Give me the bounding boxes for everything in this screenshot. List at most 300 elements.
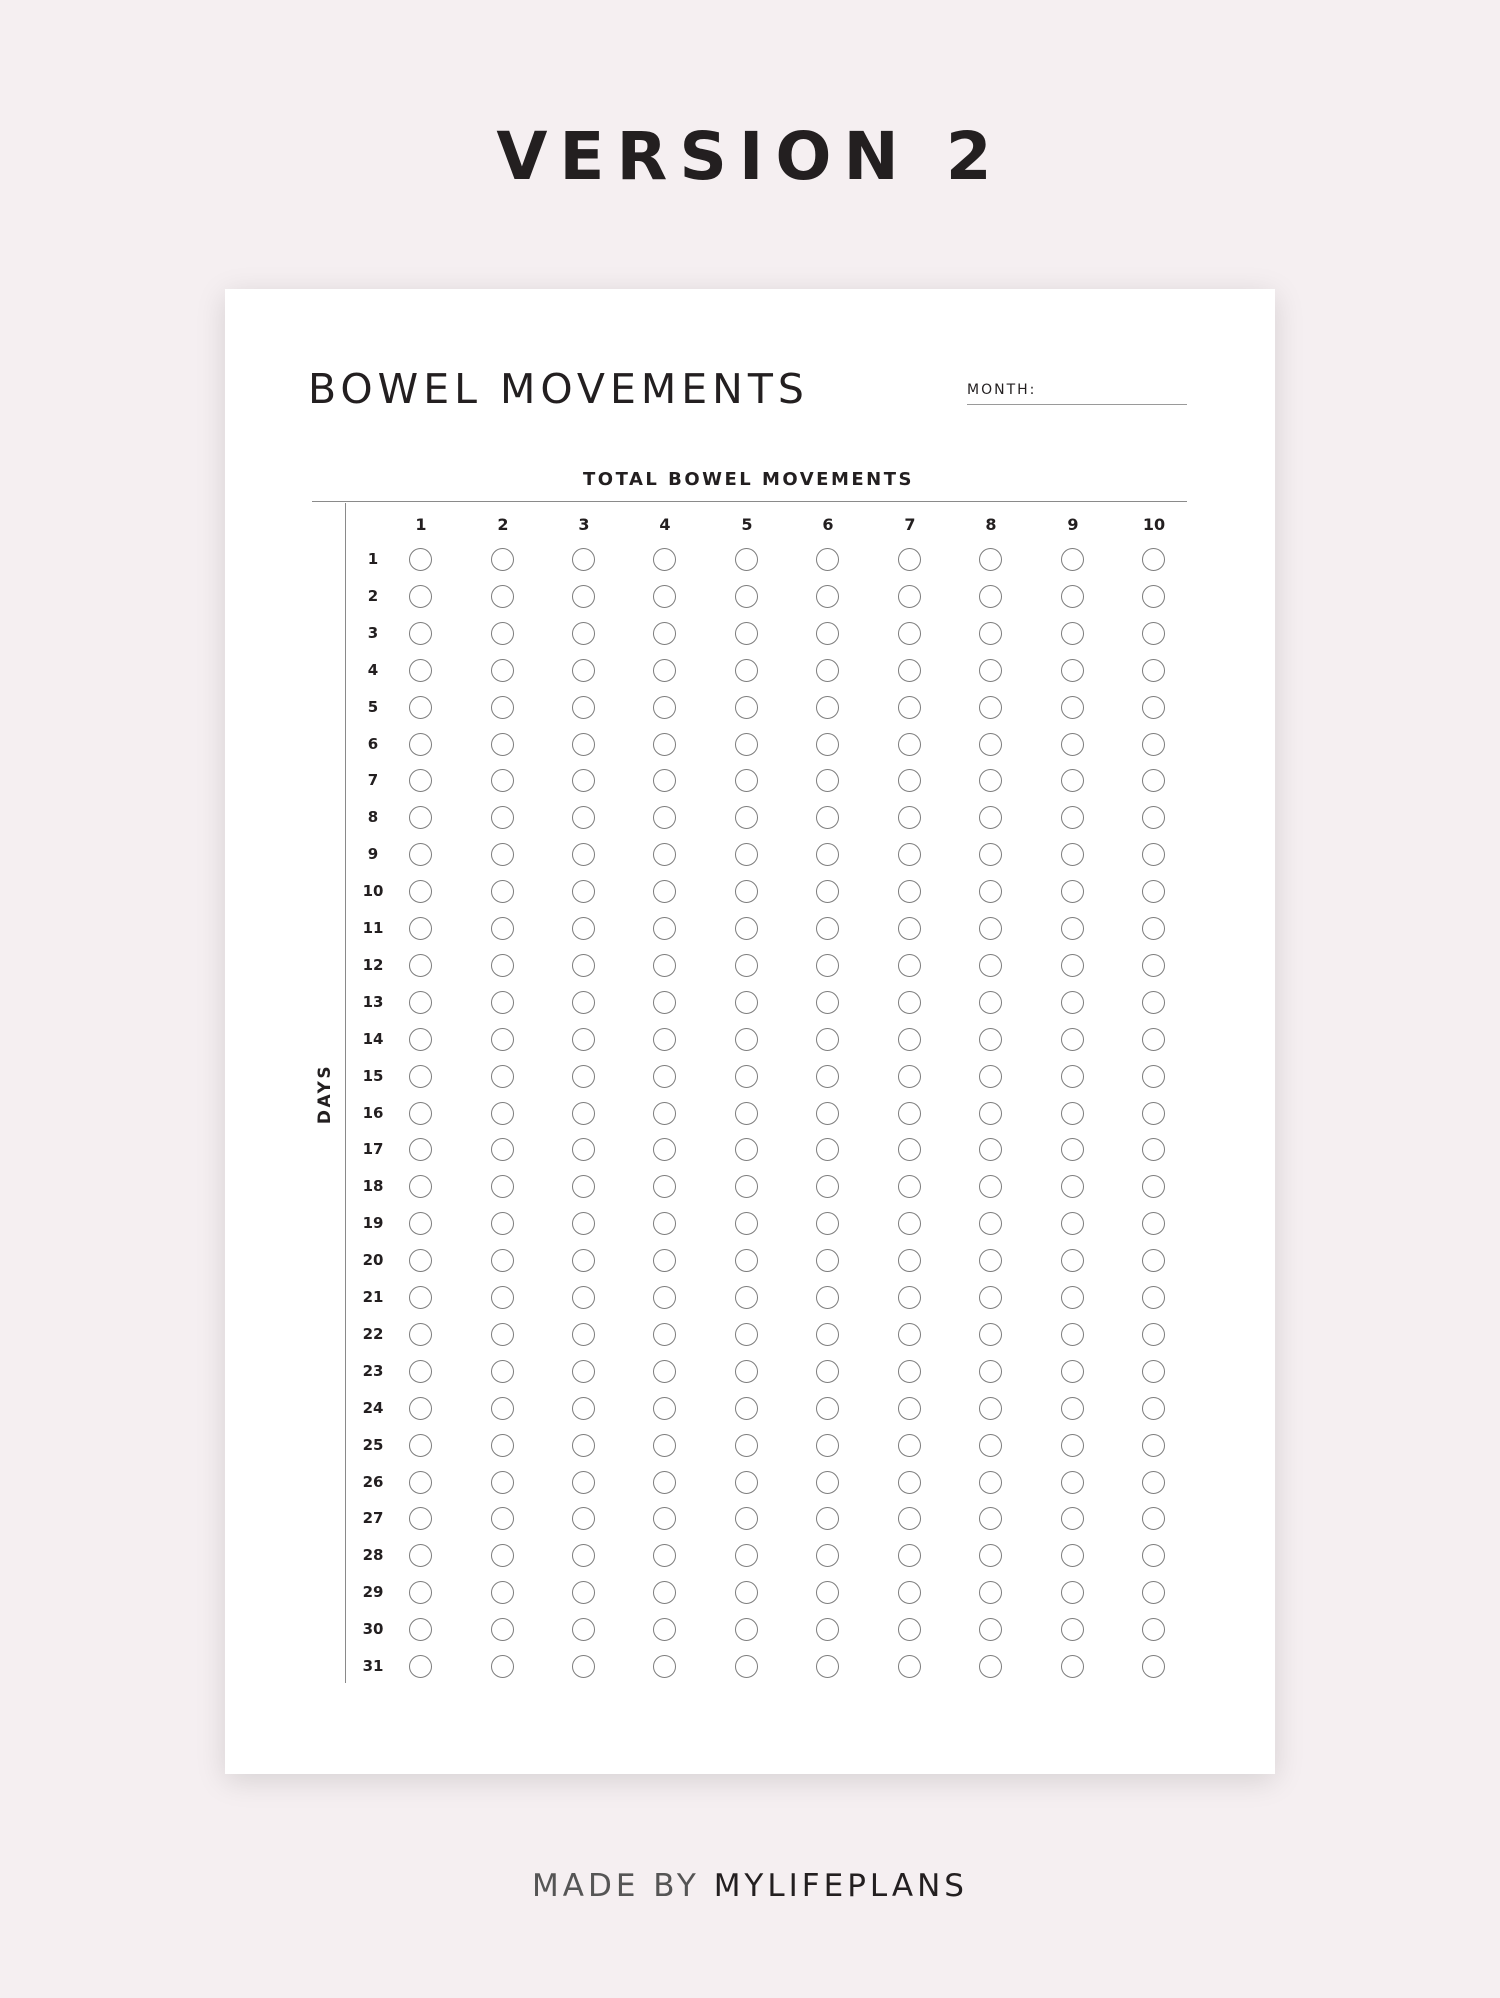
tracker-bubble[interactable] (1142, 1360, 1165, 1383)
tracker-bubble[interactable] (979, 1434, 1002, 1457)
tracker-bubble[interactable] (979, 585, 1002, 608)
tracker-bubble[interactable] (409, 1138, 432, 1161)
tracker-bubble[interactable] (979, 1249, 1002, 1272)
tracker-bubble[interactable] (491, 1102, 514, 1125)
tracker-bubble[interactable] (491, 1175, 514, 1198)
tracker-bubble[interactable] (491, 880, 514, 903)
tracker-bubble[interactable] (491, 1507, 514, 1530)
tracker-bubble[interactable] (1061, 954, 1084, 977)
tracker-bubble[interactable] (409, 917, 432, 940)
tracker-bubble[interactable] (735, 1249, 758, 1272)
tracker-bubble[interactable] (572, 917, 595, 940)
tracker-bubble[interactable] (979, 733, 1002, 756)
tracker-bubble[interactable] (1142, 1397, 1165, 1420)
tracker-bubble[interactable] (491, 659, 514, 682)
tracker-bubble[interactable] (1142, 733, 1165, 756)
tracker-bubble[interactable] (1061, 1323, 1084, 1346)
tracker-bubble[interactable] (1061, 1212, 1084, 1235)
tracker-bubble[interactable] (1142, 585, 1165, 608)
tracker-bubble[interactable] (572, 1028, 595, 1051)
tracker-bubble[interactable] (572, 696, 595, 719)
tracker-bubble[interactable] (898, 1286, 921, 1309)
tracker-bubble[interactable] (491, 806, 514, 829)
tracker-bubble[interactable] (491, 1028, 514, 1051)
tracker-bubble[interactable] (653, 622, 676, 645)
tracker-bubble[interactable] (572, 1065, 595, 1088)
tracker-bubble[interactable] (572, 806, 595, 829)
tracker-bubble[interactable] (735, 1655, 758, 1678)
tracker-bubble[interactable] (735, 1360, 758, 1383)
tracker-bubble[interactable] (409, 1618, 432, 1641)
tracker-bubble[interactable] (898, 843, 921, 866)
tracker-bubble[interactable] (653, 843, 676, 866)
tracker-bubble[interactable] (979, 1544, 1002, 1567)
tracker-bubble[interactable] (491, 548, 514, 571)
tracker-bubble[interactable] (898, 1323, 921, 1346)
tracker-bubble[interactable] (898, 1102, 921, 1125)
tracker-bubble[interactable] (735, 1618, 758, 1641)
tracker-bubble[interactable] (816, 880, 839, 903)
tracker-bubble[interactable] (979, 1102, 1002, 1125)
tracker-bubble[interactable] (1142, 1212, 1165, 1235)
tracker-bubble[interactable] (816, 1655, 839, 1678)
tracker-bubble[interactable] (491, 843, 514, 866)
tracker-bubble[interactable] (1142, 1028, 1165, 1051)
tracker-bubble[interactable] (1061, 1471, 1084, 1494)
tracker-bubble[interactable] (653, 1212, 676, 1235)
tracker-bubble[interactable] (979, 1360, 1002, 1383)
tracker-bubble[interactable] (979, 548, 1002, 571)
tracker-bubble[interactable] (653, 548, 676, 571)
tracker-bubble[interactable] (816, 622, 839, 645)
tracker-bubble[interactable] (979, 1065, 1002, 1088)
tracker-bubble[interactable] (1061, 843, 1084, 866)
tracker-bubble[interactable] (1142, 548, 1165, 571)
tracker-bubble[interactable] (898, 1028, 921, 1051)
tracker-bubble[interactable] (735, 585, 758, 608)
tracker-bubble[interactable] (572, 1138, 595, 1161)
tracker-bubble[interactable] (1061, 991, 1084, 1014)
tracker-bubble[interactable] (816, 733, 839, 756)
tracker-bubble[interactable] (816, 843, 839, 866)
tracker-bubble[interactable] (653, 1360, 676, 1383)
tracker-bubble[interactable] (1061, 622, 1084, 645)
tracker-bubble[interactable] (491, 991, 514, 1014)
tracker-bubble[interactable] (816, 1138, 839, 1161)
tracker-bubble[interactable] (735, 1544, 758, 1567)
tracker-bubble[interactable] (409, 659, 432, 682)
tracker-bubble[interactable] (816, 1397, 839, 1420)
tracker-bubble[interactable] (979, 1175, 1002, 1198)
tracker-bubble[interactable] (898, 1618, 921, 1641)
tracker-bubble[interactable] (979, 1286, 1002, 1309)
tracker-bubble[interactable] (572, 1286, 595, 1309)
tracker-bubble[interactable] (1061, 1618, 1084, 1641)
tracker-bubble[interactable] (409, 1065, 432, 1088)
tracker-bubble[interactable] (653, 991, 676, 1014)
tracker-bubble[interactable] (735, 1581, 758, 1604)
tracker-bubble[interactable] (653, 806, 676, 829)
tracker-bubble[interactable] (653, 1249, 676, 1272)
tracker-bubble[interactable] (735, 1175, 758, 1198)
tracker-bubble[interactable] (735, 548, 758, 571)
tracker-bubble[interactable] (572, 585, 595, 608)
tracker-bubble[interactable] (1061, 1434, 1084, 1457)
tracker-bubble[interactable] (409, 1434, 432, 1457)
tracker-bubble[interactable] (572, 1655, 595, 1678)
tracker-bubble[interactable] (735, 843, 758, 866)
tracker-bubble[interactable] (572, 1397, 595, 1420)
tracker-bubble[interactable] (491, 1397, 514, 1420)
tracker-bubble[interactable] (898, 954, 921, 977)
tracker-bubble[interactable] (898, 1434, 921, 1457)
tracker-bubble[interactable] (409, 769, 432, 792)
tracker-bubble[interactable] (1061, 1028, 1084, 1051)
tracker-bubble[interactable] (735, 917, 758, 940)
tracker-bubble[interactable] (653, 1581, 676, 1604)
tracker-bubble[interactable] (1061, 548, 1084, 571)
tracker-bubble[interactable] (816, 1507, 839, 1530)
tracker-bubble[interactable] (491, 1581, 514, 1604)
tracker-bubble[interactable] (572, 954, 595, 977)
tracker-bubble[interactable] (735, 1102, 758, 1125)
tracker-bubble[interactable] (898, 769, 921, 792)
tracker-bubble[interactable] (653, 1507, 676, 1530)
tracker-bubble[interactable] (979, 1471, 1002, 1494)
tracker-bubble[interactable] (898, 1065, 921, 1088)
tracker-bubble[interactable] (898, 733, 921, 756)
tracker-bubble[interactable] (491, 1471, 514, 1494)
tracker-bubble[interactable] (898, 585, 921, 608)
tracker-bubble[interactable] (1142, 1065, 1165, 1088)
tracker-bubble[interactable] (653, 1286, 676, 1309)
tracker-bubble[interactable] (898, 1581, 921, 1604)
tracker-bubble[interactable] (1142, 1471, 1165, 1494)
tracker-bubble[interactable] (816, 769, 839, 792)
tracker-bubble[interactable] (1061, 880, 1084, 903)
tracker-bubble[interactable] (572, 1471, 595, 1494)
tracker-bubble[interactable] (491, 1323, 514, 1346)
tracker-bubble[interactable] (898, 1655, 921, 1678)
tracker-bubble[interactable] (1061, 1655, 1084, 1678)
tracker-bubble[interactable] (1142, 1434, 1165, 1457)
tracker-bubble[interactable] (409, 954, 432, 977)
tracker-bubble[interactable] (409, 843, 432, 866)
tracker-bubble[interactable] (816, 659, 839, 682)
tracker-bubble[interactable] (979, 1618, 1002, 1641)
tracker-bubble[interactable] (572, 1544, 595, 1567)
tracker-bubble[interactable] (409, 1507, 432, 1530)
tracker-bubble[interactable] (1142, 1323, 1165, 1346)
month-field[interactable] (967, 382, 1187, 405)
tracker-bubble[interactable] (491, 1655, 514, 1678)
tracker-bubble[interactable] (572, 880, 595, 903)
tracker-bubble[interactable] (979, 806, 1002, 829)
tracker-bubble[interactable] (653, 1471, 676, 1494)
tracker-bubble[interactable] (1061, 1175, 1084, 1198)
tracker-bubble[interactable] (572, 548, 595, 571)
tracker-bubble[interactable] (1061, 1507, 1084, 1530)
tracker-bubble[interactable] (979, 991, 1002, 1014)
tracker-bubble[interactable] (1142, 1655, 1165, 1678)
tracker-bubble[interactable] (898, 1138, 921, 1161)
tracker-bubble[interactable] (735, 1286, 758, 1309)
tracker-bubble[interactable] (816, 1434, 839, 1457)
tracker-bubble[interactable] (409, 1471, 432, 1494)
tracker-bubble[interactable] (409, 1544, 432, 1567)
tracker-bubble[interactable] (409, 733, 432, 756)
tracker-bubble[interactable] (1061, 1138, 1084, 1161)
tracker-bubble[interactable] (816, 1212, 839, 1235)
tracker-bubble[interactable] (491, 1249, 514, 1272)
tracker-bubble[interactable] (735, 659, 758, 682)
tracker-bubble[interactable] (816, 917, 839, 940)
tracker-bubble[interactable] (735, 1323, 758, 1346)
tracker-bubble[interactable] (653, 1655, 676, 1678)
tracker-bubble[interactable] (491, 733, 514, 756)
tracker-bubble[interactable] (1061, 806, 1084, 829)
tracker-bubble[interactable] (1061, 1581, 1084, 1604)
tracker-bubble[interactable] (653, 880, 676, 903)
tracker-bubble[interactable] (653, 769, 676, 792)
tracker-bubble[interactable] (816, 1286, 839, 1309)
tracker-bubble[interactable] (653, 585, 676, 608)
tracker-bubble[interactable] (1142, 659, 1165, 682)
tracker-bubble[interactable] (816, 1360, 839, 1383)
tracker-bubble[interactable] (409, 585, 432, 608)
tracker-bubble[interactable] (409, 1581, 432, 1604)
tracker-bubble[interactable] (653, 696, 676, 719)
tracker-bubble[interactable] (979, 696, 1002, 719)
tracker-bubble[interactable] (898, 1507, 921, 1530)
tracker-bubble[interactable] (572, 1212, 595, 1235)
tracker-bubble[interactable] (735, 880, 758, 903)
tracker-bubble[interactable] (491, 1138, 514, 1161)
tracker-bubble[interactable] (979, 769, 1002, 792)
tracker-bubble[interactable] (572, 769, 595, 792)
tracker-bubble[interactable] (1142, 622, 1165, 645)
tracker-bubble[interactable] (979, 880, 1002, 903)
tracker-bubble[interactable] (898, 1212, 921, 1235)
tracker-bubble[interactable] (1142, 1286, 1165, 1309)
tracker-bubble[interactable] (898, 696, 921, 719)
tracker-bubble[interactable] (1142, 1138, 1165, 1161)
tracker-bubble[interactable] (491, 917, 514, 940)
tracker-bubble[interactable] (653, 954, 676, 977)
tracker-bubble[interactable] (653, 1138, 676, 1161)
tracker-bubble[interactable] (898, 1360, 921, 1383)
tracker-bubble[interactable] (491, 1544, 514, 1567)
tracker-bubble[interactable] (979, 1655, 1002, 1678)
tracker-bubble[interactable] (1061, 585, 1084, 608)
tracker-bubble[interactable] (735, 1028, 758, 1051)
tracker-bubble[interactable] (735, 1434, 758, 1457)
tracker-bubble[interactable] (735, 991, 758, 1014)
tracker-bubble[interactable] (1142, 843, 1165, 866)
tracker-bubble[interactable] (491, 954, 514, 977)
tracker-bubble[interactable] (572, 1507, 595, 1530)
tracker-bubble[interactable] (898, 622, 921, 645)
tracker-bubble[interactable] (409, 806, 432, 829)
tracker-bubble[interactable] (898, 659, 921, 682)
tracker-bubble[interactable] (409, 991, 432, 1014)
tracker-bubble[interactable] (409, 1655, 432, 1678)
tracker-bubble[interactable] (653, 1065, 676, 1088)
tracker-bubble[interactable] (572, 733, 595, 756)
tracker-bubble[interactable] (409, 1323, 432, 1346)
tracker-bubble[interactable] (898, 1175, 921, 1198)
tracker-bubble[interactable] (1142, 1581, 1165, 1604)
tracker-bubble[interactable] (572, 1434, 595, 1457)
tracker-bubble[interactable] (979, 954, 1002, 977)
tracker-bubble[interactable] (1142, 769, 1165, 792)
tracker-bubble[interactable] (653, 1175, 676, 1198)
tracker-bubble[interactable] (816, 1618, 839, 1641)
tracker-bubble[interactable] (979, 1138, 1002, 1161)
tracker-bubble[interactable] (409, 622, 432, 645)
tracker-bubble[interactable] (1061, 1249, 1084, 1272)
tracker-bubble[interactable] (898, 1397, 921, 1420)
tracker-bubble[interactable] (898, 548, 921, 571)
tracker-bubble[interactable] (979, 1581, 1002, 1604)
tracker-bubble[interactable] (979, 622, 1002, 645)
tracker-bubble[interactable] (572, 1323, 595, 1346)
tracker-bubble[interactable] (409, 1360, 432, 1383)
tracker-bubble[interactable] (572, 1360, 595, 1383)
tracker-bubble[interactable] (1142, 880, 1165, 903)
tracker-bubble[interactable] (735, 1138, 758, 1161)
tracker-bubble[interactable] (409, 696, 432, 719)
tracker-bubble[interactable] (491, 1065, 514, 1088)
tracker-bubble[interactable] (409, 1212, 432, 1235)
tracker-bubble[interactable] (572, 1581, 595, 1604)
tracker-bubble[interactable] (1061, 1360, 1084, 1383)
tracker-bubble[interactable] (409, 1397, 432, 1420)
tracker-bubble[interactable] (979, 917, 1002, 940)
tracker-bubble[interactable] (898, 1471, 921, 1494)
tracker-bubble[interactable] (735, 1507, 758, 1530)
tracker-bubble[interactable] (572, 843, 595, 866)
tracker-bubble[interactable] (979, 843, 1002, 866)
tracker-bubble[interactable] (979, 1397, 1002, 1420)
tracker-bubble[interactable] (409, 1286, 432, 1309)
tracker-bubble[interactable] (898, 1249, 921, 1272)
tracker-bubble[interactable] (653, 1102, 676, 1125)
tracker-bubble[interactable] (572, 1618, 595, 1641)
tracker-bubble[interactable] (491, 1360, 514, 1383)
tracker-bubble[interactable] (1142, 1175, 1165, 1198)
tracker-bubble[interactable] (735, 769, 758, 792)
tracker-bubble[interactable] (816, 1065, 839, 1088)
tracker-bubble[interactable] (1061, 1397, 1084, 1420)
tracker-bubble[interactable] (1142, 1249, 1165, 1272)
tracker-bubble[interactable] (653, 733, 676, 756)
tracker-bubble[interactable] (1061, 1065, 1084, 1088)
tracker-bubble[interactable] (735, 622, 758, 645)
tracker-bubble[interactable] (1061, 1544, 1084, 1567)
tracker-bubble[interactable] (653, 659, 676, 682)
tracker-bubble[interactable] (1061, 659, 1084, 682)
tracker-bubble[interactable] (409, 1102, 432, 1125)
tracker-bubble[interactable] (735, 1065, 758, 1088)
tracker-bubble[interactable] (898, 991, 921, 1014)
tracker-bubble[interactable] (816, 1249, 839, 1272)
tracker-bubble[interactable] (653, 917, 676, 940)
tracker-bubble[interactable] (735, 1212, 758, 1235)
tracker-bubble[interactable] (409, 548, 432, 571)
tracker-bubble[interactable] (816, 1028, 839, 1051)
tracker-bubble[interactable] (816, 1175, 839, 1198)
tracker-bubble[interactable] (491, 1618, 514, 1641)
tracker-bubble[interactable] (979, 1507, 1002, 1530)
tracker-bubble[interactable] (979, 1323, 1002, 1346)
tracker-bubble[interactable] (491, 1286, 514, 1309)
tracker-bubble[interactable] (1142, 1507, 1165, 1530)
tracker-bubble[interactable] (816, 585, 839, 608)
tracker-bubble[interactable] (1142, 1102, 1165, 1125)
tracker-bubble[interactable] (572, 1249, 595, 1272)
tracker-bubble[interactable] (572, 659, 595, 682)
tracker-bubble[interactable] (409, 1175, 432, 1198)
tracker-bubble[interactable] (898, 1544, 921, 1567)
tracker-bubble[interactable] (409, 1028, 432, 1051)
tracker-bubble[interactable] (816, 1581, 839, 1604)
tracker-bubble[interactable] (1142, 696, 1165, 719)
tracker-bubble[interactable] (409, 1249, 432, 1272)
tracker-bubble[interactable] (572, 1175, 595, 1198)
tracker-bubble[interactable] (898, 880, 921, 903)
tracker-bubble[interactable] (1061, 696, 1084, 719)
tracker-bubble[interactable] (491, 1212, 514, 1235)
tracker-bubble[interactable] (735, 806, 758, 829)
tracker-bubble[interactable] (1061, 1102, 1084, 1125)
tracker-bubble[interactable] (491, 696, 514, 719)
tracker-bubble[interactable] (735, 954, 758, 977)
tracker-bubble[interactable] (735, 1471, 758, 1494)
tracker-bubble[interactable] (572, 991, 595, 1014)
tracker-bubble[interactable] (1142, 1544, 1165, 1567)
tracker-bubble[interactable] (572, 1102, 595, 1125)
tracker-bubble[interactable] (409, 880, 432, 903)
tracker-bubble[interactable] (735, 696, 758, 719)
tracker-bubble[interactable] (979, 659, 1002, 682)
tracker-bubble[interactable] (653, 1323, 676, 1346)
tracker-bubble[interactable] (816, 954, 839, 977)
tracker-bubble[interactable] (572, 622, 595, 645)
tracker-bubble[interactable] (491, 622, 514, 645)
tracker-bubble[interactable] (816, 1323, 839, 1346)
tracker-bubble[interactable] (816, 1471, 839, 1494)
tracker-bubble[interactable] (816, 806, 839, 829)
tracker-bubble[interactable] (1142, 954, 1165, 977)
tracker-bubble[interactable] (653, 1544, 676, 1567)
tracker-bubble[interactable] (1142, 991, 1165, 1014)
tracker-bubble[interactable] (1142, 1618, 1165, 1641)
tracker-bubble[interactable] (1142, 806, 1165, 829)
tracker-bubble[interactable] (898, 917, 921, 940)
tracker-bubble[interactable] (1142, 917, 1165, 940)
tracker-bubble[interactable] (816, 548, 839, 571)
tracker-bubble[interactable] (816, 1544, 839, 1567)
tracker-bubble[interactable] (653, 1397, 676, 1420)
tracker-bubble[interactable] (816, 1102, 839, 1125)
tracker-bubble[interactable] (491, 585, 514, 608)
tracker-bubble[interactable] (979, 1028, 1002, 1051)
tracker-bubble[interactable] (1061, 769, 1084, 792)
tracker-bubble[interactable] (653, 1618, 676, 1641)
tracker-bubble[interactable] (1061, 1286, 1084, 1309)
tracker-bubble[interactable] (735, 1397, 758, 1420)
